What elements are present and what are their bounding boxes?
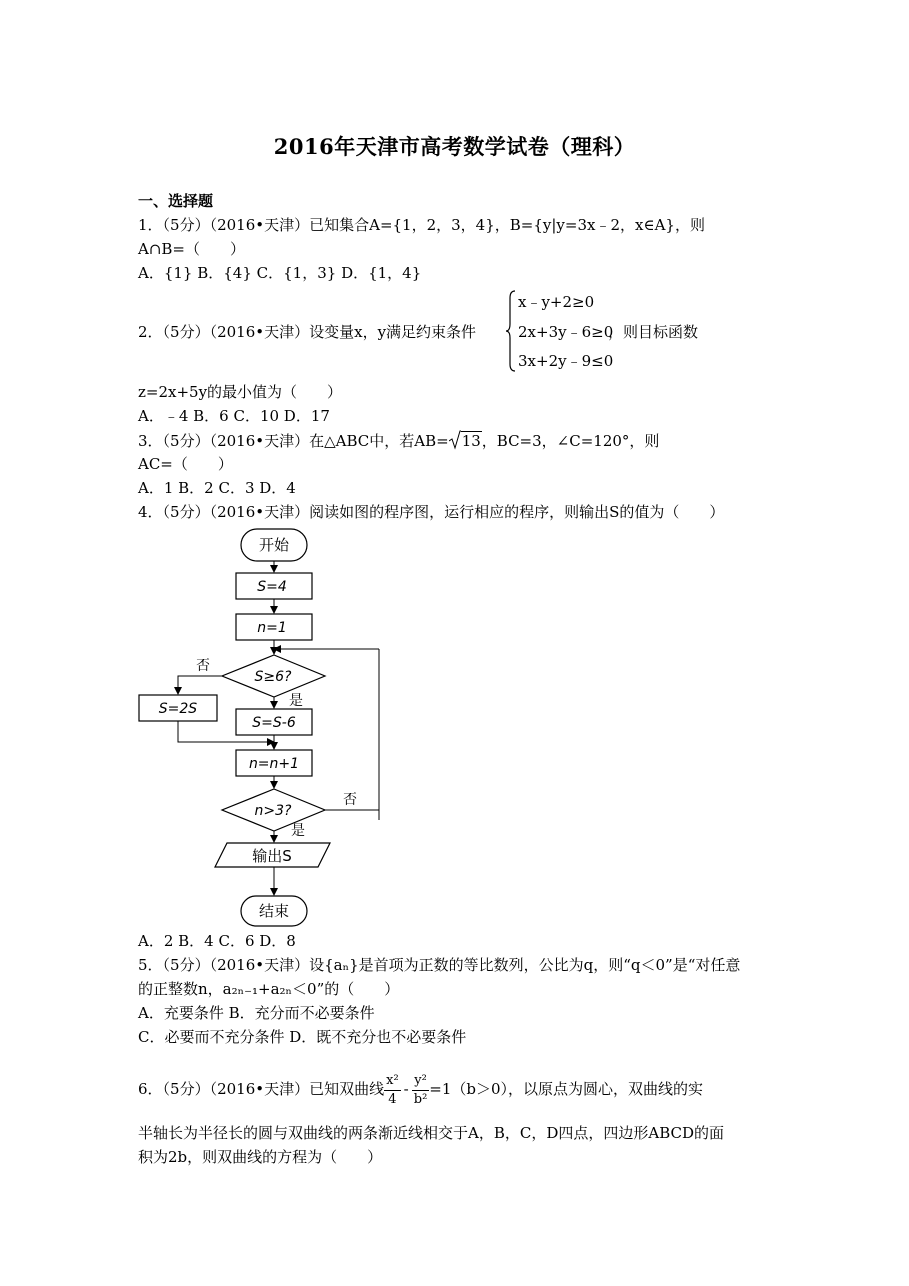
q6-line1	[138, 1064, 703, 1114]
q3-line2: AC=（ ）	[138, 455, 233, 473]
flow-s-double-label: S=2S	[158, 701, 198, 717]
flow-n-inc-label: n=n+1	[248, 756, 300, 772]
q3-prefix: 3．（5分）（2016•天津）在△ABC中，若AB=	[138, 432, 449, 450]
flow-end-label: 结束	[258, 902, 290, 920]
flow-no2-label: 否	[343, 792, 357, 808]
q6-fraction-y	[412, 1072, 430, 1109]
flow-start-label: 开始	[258, 536, 290, 554]
flow-cond2-label: n>3?	[254, 803, 292, 819]
flow-yes1-label: 是	[289, 693, 303, 709]
q3-options: A．1 B．2 C．3 D．4	[138, 479, 296, 497]
q6-prefix: 6．（5分）（2016•天津）已知双曲线	[138, 1080, 385, 1098]
flow-no1-label: 否	[196, 658, 210, 674]
q6-fraction-x	[384, 1072, 401, 1109]
q4-line1: 4．（5分）（2016•天津）阅读如图的程序图，运行相应的程序，则输出S的值为（ ）	[138, 503, 725, 521]
q6-frac1-den: 4	[388, 1091, 397, 1107]
flow-s-init-label: S=4	[257, 579, 287, 595]
q6-frac2-num: y²	[412, 1072, 430, 1091]
q6-line3: 积为2b，则双曲线的方程为（ ）	[138, 1148, 383, 1166]
q4-options: A．2 B．4 C．6 D．8	[138, 932, 296, 950]
q5-line2: 的正整数n，a₂ₙ₋₁+a₂ₙ＜0”的（ ）	[138, 980, 400, 998]
flow-output-label: 输出S	[252, 847, 292, 865]
q5-options-cd: C．必要而不充分条件 D．既不充分也不必要条件	[138, 1028, 467, 1046]
flow-no-branch-arrow	[178, 676, 222, 694]
flow-yes2-label: 是	[291, 823, 305, 839]
q6-minus: -	[403, 1080, 409, 1098]
q6-line2: 半轴长为半径长的圆与双曲线的两条渐近线相交于A，B，C，D四点，四边形ABCD的面	[138, 1124, 724, 1142]
flow-n-init-label: n=1	[257, 620, 287, 636]
section-title: 一、选择题	[138, 192, 214, 210]
q1-line2: A∩B=（ ）	[138, 240, 245, 258]
q6-frac1-num: x²	[384, 1072, 401, 1091]
q5-options-ab: A．充要条件 B．充分而不必要条件	[138, 1004, 375, 1022]
q2-constraint-3: 3x+2y﹣9≤0	[518, 352, 614, 370]
q1-options: A．{1} B．{4} C．{1，3} D．{1，4}	[138, 264, 422, 282]
flow-s-minus-label: S=S-6	[252, 715, 296, 731]
q2-prefix-text: 2．（5分）（2016•天津）设变量x，y满足约束条件	[138, 323, 477, 341]
q3-suffix: ，BC=3，∠C=120°，则	[481, 432, 660, 450]
q6-suffix: =1（b＞0），以原点为圆心，双曲线的实	[429, 1080, 704, 1098]
q5-line1: 5．（5分）（2016•天津）设{aₙ}是首项为正数的等比数列，公比为q，则“q＜0”是“对任意	[138, 956, 741, 974]
q2-constraint-1: x﹣y+2≥0	[518, 293, 595, 311]
q2-constraint-2: 2x+3y﹣6≥0	[518, 323, 614, 341]
sqrt-radicand: 13	[461, 432, 481, 450]
q2-suffix: ，则目标函数	[608, 323, 699, 341]
q6-frac2-den: b²	[413, 1091, 428, 1107]
q2-options: A．﹣4 B．6 C．10 D．17	[138, 407, 330, 425]
flow-cond1-label: S≥6?	[254, 669, 292, 685]
q1-line1: 1．（5分）（2016•天津）已知集合A={1，2，3，4}，B={y|y=3x﹣2，x∈A}，则	[138, 216, 705, 234]
q2-line2: z=2x+5y的最小值为（ ）	[138, 383, 343, 401]
page-title: 2016年天津市高考数学试卷（理科）	[273, 134, 636, 159]
